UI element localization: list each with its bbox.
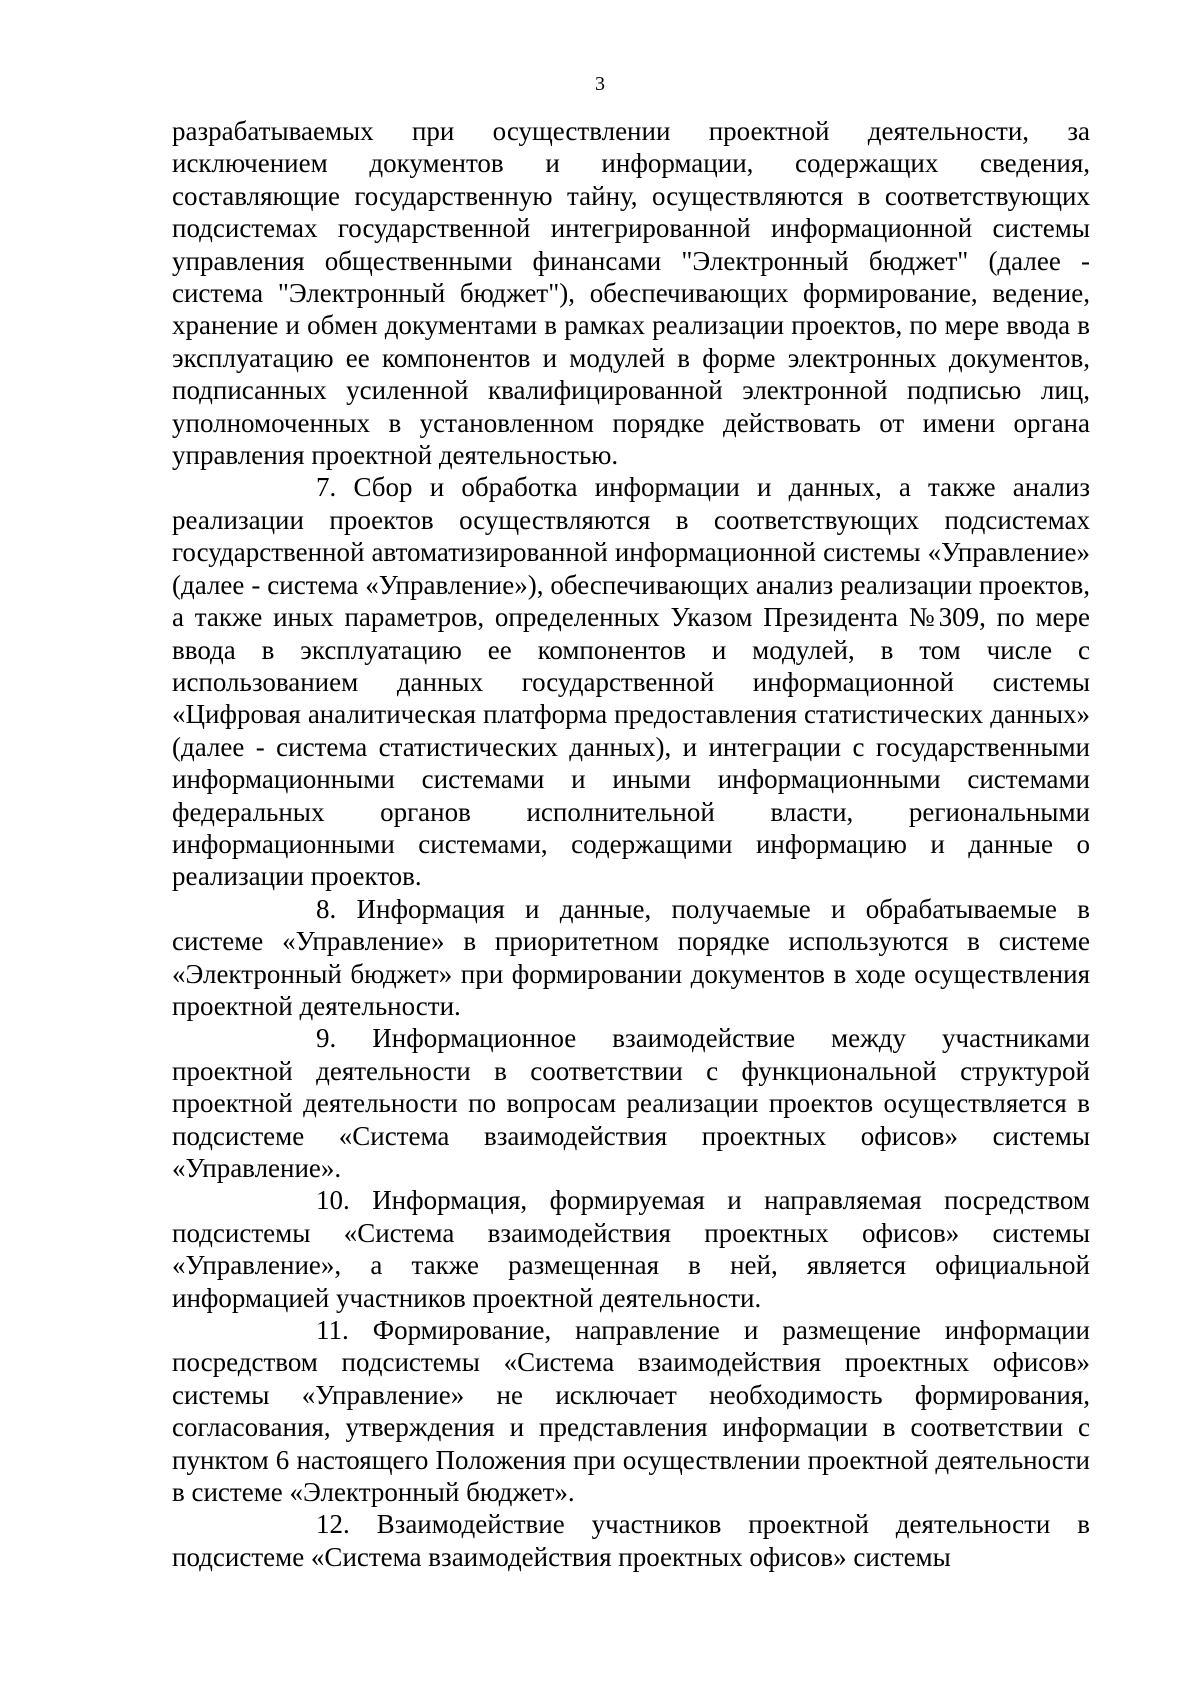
paragraph-11 (172, 1314, 1090, 1508)
paragraph-continuation (172, 115, 1090, 471)
paragraph-10 (172, 1184, 1090, 1314)
paragraph-number: 12. (316, 1509, 350, 1540)
paragraph-number: 8. (316, 893, 337, 924)
paragraph-text: Сбор и обработка информации и данных, а также анализ реализации проектов осуществляются в соответствующих подсистемах государственной автоматизированной информационной системы «Управление» (далее - система «Управление»), обеспечивающих анализ реализации проектов, а также иных параметров, определенных Указом Президента №309, по мере ввода в эксплуатацию ее компонентов и модулей, в том числе с использованием данных государственной информационной системы «Цифровая аналитическая платформа предоставления статистических данных» (далее - система статистических данных), и интеграции с государственными информационными системами и иными информационными системами федеральных органов исполнительной власти, региональными информационными системами, содержащими информацию и данные о реализации проектов. (172, 472, 1091, 892)
paragraph-number: 10. (316, 1185, 350, 1216)
paragraph-text: Взаимодействие участников проектной деятельности в подсистеме «Система взаимодействия проектных офисов» системы (172, 1509, 1091, 1572)
paragraph-8 (172, 893, 1090, 1023)
paragraph-number: 7. (316, 472, 337, 503)
paragraph-text: Информация и данные, получаемые и обрабатываемые в системе «Управление» в приоритетном порядке используются в системе «Электронный бюджет» при формировании документов в ходе осуществления проектной деятельности. (172, 893, 1090, 1021)
paragraph-text: Информационное взаимодействие между участниками проектной деятельности в соответствии с функциональной структурой проектной деятельности по вопросам реализации проектов осуществляется в подсистеме «Система взаимодействия проектных офисов» системы «Управление». (172, 1023, 1090, 1183)
paragraph-text: разрабатываемых при осуществлении проектной деятельности, за исключением документов и информации, содержащих сведения, составляющие государственную тайну, осуществляются в соответствующих подсистемах государственной интегрированной информационной системы управления общественными финансами "Электронный бюджет" (далее - система "Электронный бюджет"), обеспечивающих формирование, ведение, хранение и обмен документами в рамках реализации проектов, по мере ввода в эксплуатацию ее компонентов и модулей в форме электронных документов, подписанных усиленной квалифицированной электронной подписью лиц, уполномоченных в установленном порядке действовать от имени органа управления проектной деятельностью. (172, 116, 1090, 471)
paragraph-text: Формирование, направление и размещение информации посредством подсистемы «Система взаимодействия проектных офисов» системы «Управление» не исключает необходимость формирования, согласования, утверждения и представления информации в соответствии с пунктом 6 настоящего Положения при осуществлении проектной деятельности в системе «Электронный бюджет». (172, 1315, 1091, 1508)
paragraph-text: Информация, формируемая и направляемая посредством подсистемы «Система взаимодействия проектных офисов» системы «Управление», а также размещенная в ней, является официальной информацией участников проектной деятельности. (172, 1185, 1091, 1313)
paragraph-12 (172, 1508, 1090, 1573)
page-number: 3 (595, 73, 605, 95)
paragraph-number: 9. (316, 1023, 337, 1054)
paragraph-9 (172, 1022, 1090, 1184)
document-body (172, 115, 1090, 1573)
paragraph-7 (172, 471, 1090, 892)
paragraph-number: 11. (316, 1315, 349, 1346)
